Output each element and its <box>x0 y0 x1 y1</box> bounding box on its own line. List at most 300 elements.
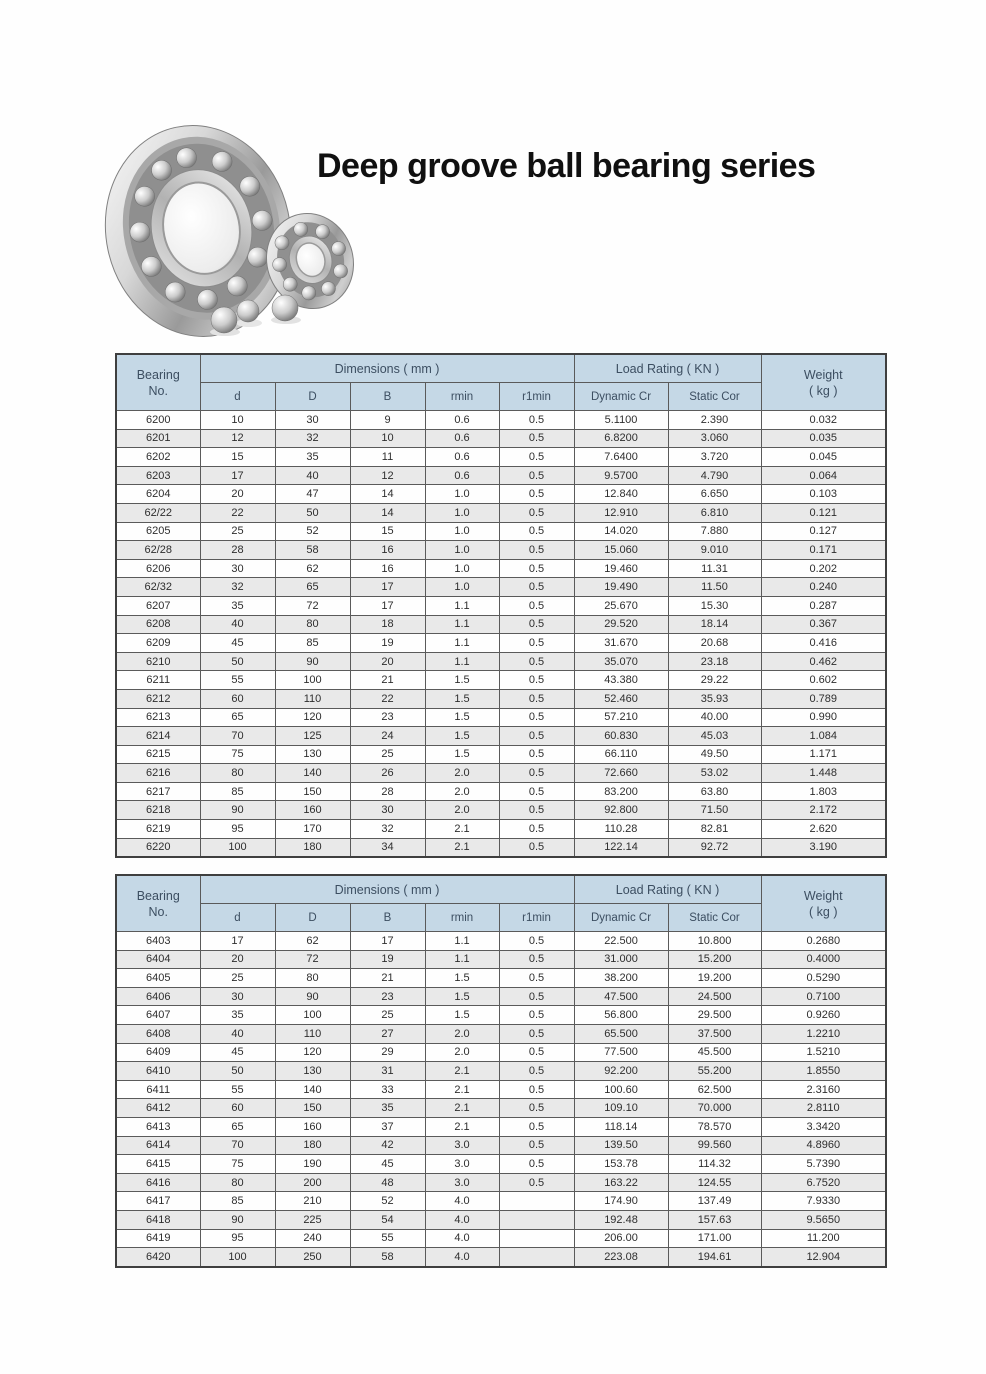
cell: 9.010 <box>668 541 761 560</box>
col-header-bearing-no <box>116 875 200 932</box>
cell: 35 <box>200 596 275 615</box>
table-row <box>116 1043 886 1062</box>
cell: 110.28 <box>574 820 668 839</box>
cell: 190 <box>275 1155 350 1174</box>
cell: 3.0 <box>425 1155 499 1174</box>
cell: 22 <box>350 689 425 708</box>
cell: 0.127 <box>761 522 886 541</box>
cell: 6207 <box>116 596 200 615</box>
table-row <box>116 1099 886 1118</box>
cell: 0.7100 <box>761 987 886 1006</box>
cell: 6217 <box>116 782 200 801</box>
cell: 1.171 <box>761 745 886 764</box>
cell: 82.81 <box>668 820 761 839</box>
cell: 78.570 <box>668 1117 761 1136</box>
cell: 0.5 <box>499 764 574 783</box>
cell: 6.650 <box>668 485 761 504</box>
col-header-weight <box>761 354 886 411</box>
cell: 6409 <box>116 1043 200 1062</box>
cell <box>499 1192 574 1211</box>
cell: 0.5 <box>499 782 574 801</box>
col-header-dynamic-cr: Dynamic Cr <box>574 383 668 411</box>
cell: 2.390 <box>668 411 761 430</box>
cell: 58 <box>350 1248 425 1267</box>
cell: 17 <box>200 466 275 485</box>
cell: 45 <box>200 634 275 653</box>
col-header-D: D <box>275 904 350 932</box>
cell: 29.500 <box>668 1006 761 1025</box>
cell: 48 <box>350 1173 425 1192</box>
cell: 42 <box>350 1136 425 1155</box>
cell: 100 <box>200 1248 275 1267</box>
cell: 6201 <box>116 429 200 448</box>
cell: 1.1 <box>425 615 499 634</box>
table-row <box>116 448 886 467</box>
cell: 0.9260 <box>761 1006 886 1025</box>
cell: 7.9330 <box>761 1192 886 1211</box>
cell: 14 <box>350 503 425 522</box>
cell: 0.045 <box>761 448 886 467</box>
cell: 100 <box>275 1006 350 1025</box>
cell: 52 <box>275 522 350 541</box>
cell: 160 <box>275 1117 350 1136</box>
cell: 52 <box>350 1192 425 1211</box>
cell: 1.1 <box>425 634 499 653</box>
table-row <box>116 782 886 801</box>
cell: 65.500 <box>574 1024 668 1043</box>
cell: 4.0 <box>425 1210 499 1229</box>
table-row <box>116 1080 886 1099</box>
cell: 2.1 <box>425 1117 499 1136</box>
cell: 26 <box>350 764 425 783</box>
cell: 1.0 <box>425 485 499 504</box>
cell: 0.6 <box>425 448 499 467</box>
cell: 70.000 <box>668 1099 761 1118</box>
cell: 0.5 <box>499 932 574 951</box>
cell: 210 <box>275 1192 350 1211</box>
cell: 6419 <box>116 1229 200 1248</box>
cell <box>499 1229 574 1248</box>
cell: 0.5290 <box>761 969 886 988</box>
cell: 80 <box>275 615 350 634</box>
cell: 6208 <box>116 615 200 634</box>
cell: 16 <box>350 541 425 560</box>
cell: 70 <box>200 1136 275 1155</box>
cell: 19.200 <box>668 969 761 988</box>
cell: 0.5 <box>499 1117 574 1136</box>
cell: 12 <box>350 466 425 485</box>
cell: 125 <box>275 727 350 746</box>
cell: 1.1 <box>425 932 499 951</box>
cell: 52.460 <box>574 689 668 708</box>
cell: 75 <box>200 1155 275 1174</box>
cell: 1.0 <box>425 541 499 560</box>
cell: 1.5 <box>425 745 499 764</box>
cell: 72 <box>275 596 350 615</box>
cell: 6.7520 <box>761 1173 886 1192</box>
cell: 14.020 <box>574 522 668 541</box>
cell: 223.08 <box>574 1248 668 1267</box>
cell: 80 <box>200 764 275 783</box>
cell: 130 <box>275 745 350 764</box>
col-group-load-rating: Load Rating ( KN ) <box>574 875 761 904</box>
cell: 65 <box>200 708 275 727</box>
cell: 0.240 <box>761 578 886 597</box>
table-row <box>116 1248 886 1267</box>
table-row <box>116 932 886 951</box>
cell: 1.5 <box>425 708 499 727</box>
cell: 17 <box>200 932 275 951</box>
cell: 6405 <box>116 969 200 988</box>
cell: 2.0 <box>425 801 499 820</box>
cell: 1.5 <box>425 671 499 690</box>
cell: 0.5 <box>499 634 574 653</box>
cell: 90 <box>275 987 350 1006</box>
cell: 6417 <box>116 1192 200 1211</box>
cell: 25 <box>200 522 275 541</box>
table-row <box>116 1192 886 1211</box>
table-row <box>116 987 886 1006</box>
table-row <box>116 727 886 746</box>
cell: 30 <box>350 801 425 820</box>
cell: 35 <box>350 1099 425 1118</box>
cell: 21 <box>350 671 425 690</box>
cell: 0.5 <box>499 745 574 764</box>
cell: 120 <box>275 1043 350 1062</box>
cell: 27 <box>350 1024 425 1043</box>
cell: 240 <box>275 1229 350 1248</box>
cell: 4.8960 <box>761 1136 886 1155</box>
table-row <box>116 671 886 690</box>
cell: 40.00 <box>668 708 761 727</box>
cell: 25 <box>350 745 425 764</box>
cell: 0.5 <box>499 969 574 988</box>
cell: 163.22 <box>574 1173 668 1192</box>
cell: 19 <box>350 634 425 653</box>
table-row <box>116 1210 886 1229</box>
cell: 6214 <box>116 727 200 746</box>
cell: 0.6 <box>425 429 499 448</box>
table-row <box>116 559 886 578</box>
cell: 1.5 <box>425 727 499 746</box>
cell: 90 <box>200 1210 275 1229</box>
cell: 25.670 <box>574 596 668 615</box>
cell: 1.2210 <box>761 1024 886 1043</box>
cell: 62/22 <box>116 503 200 522</box>
cell: 4.0 <box>425 1248 499 1267</box>
cell: 118.14 <box>574 1117 668 1136</box>
cell: 0.5 <box>499 1006 574 1025</box>
cell: 49.50 <box>668 745 761 764</box>
table-row <box>116 969 886 988</box>
table-row <box>116 429 886 448</box>
cell: 31.670 <box>574 634 668 653</box>
cell: 0.6 <box>425 411 499 430</box>
cell: 99.560 <box>668 1136 761 1155</box>
cell: 6219 <box>116 820 200 839</box>
cell: 40 <box>275 466 350 485</box>
table-row <box>116 503 886 522</box>
cell: 80 <box>200 1173 275 1192</box>
cell: 90 <box>200 801 275 820</box>
cell <box>499 1248 574 1267</box>
cell: 0.2680 <box>761 932 886 951</box>
cell: 180 <box>275 1136 350 1155</box>
col-group-dimensions: Dimensions ( mm ) <box>200 875 574 904</box>
col-group-load-rating: Load Rating ( KN ) <box>574 354 761 383</box>
cell: 1.0 <box>425 503 499 522</box>
cell: 30 <box>200 987 275 1006</box>
table-row <box>116 801 886 820</box>
cell: 83.200 <box>574 782 668 801</box>
col-header-d: d <box>200 904 275 932</box>
cell: 80 <box>275 969 350 988</box>
table-row <box>116 522 886 541</box>
cell: 12.910 <box>574 503 668 522</box>
cell: 0.5 <box>499 522 574 541</box>
cell: 6202 <box>116 448 200 467</box>
table-row <box>116 1136 886 1155</box>
cell: 200 <box>275 1173 350 1192</box>
cell: 15.30 <box>668 596 761 615</box>
cell: 28 <box>350 782 425 801</box>
cell: 34 <box>350 838 425 857</box>
bearing-spec-table-6200-series <box>115 353 887 858</box>
cell: 6218 <box>116 801 200 820</box>
table-row <box>116 1062 886 1081</box>
table-body <box>116 411 886 858</box>
cell: 1.5 <box>425 987 499 1006</box>
col-header-rmin: rmin <box>425 904 499 932</box>
cell: 0.5 <box>499 1043 574 1062</box>
col-header-d: d <box>200 383 275 411</box>
cell: 92.72 <box>668 838 761 857</box>
cell: 157.63 <box>668 1210 761 1229</box>
table-row <box>116 838 886 857</box>
cell: 85 <box>200 1192 275 1211</box>
cell: 45 <box>350 1155 425 1174</box>
cell: 72 <box>275 950 350 969</box>
cell: 6412 <box>116 1099 200 1118</box>
weight-label-line1: Weight <box>803 367 843 382</box>
cell: 6204 <box>116 485 200 504</box>
cell: 1.1 <box>425 652 499 671</box>
cell: 1.084 <box>761 727 886 746</box>
cell: 33 <box>350 1080 425 1099</box>
cell: 1.5 <box>425 689 499 708</box>
cell: 30 <box>275 411 350 430</box>
cell: 85 <box>200 782 275 801</box>
cell: 2.0 <box>425 782 499 801</box>
cell: 37 <box>350 1117 425 1136</box>
cell: 85 <box>275 634 350 653</box>
cell: 35 <box>200 1006 275 1025</box>
cell: 17 <box>350 578 425 597</box>
table-row <box>116 411 886 430</box>
weight-label-line1: Weight <box>803 888 843 903</box>
cell: 20 <box>350 652 425 671</box>
cell: 171.00 <box>668 1229 761 1248</box>
cell: 0.5 <box>499 671 574 690</box>
cell: 56.800 <box>574 1006 668 1025</box>
cell: 11 <box>350 448 425 467</box>
cell: 0.5 <box>499 1062 574 1081</box>
cell: 9 <box>350 411 425 430</box>
cell: 95 <box>200 1229 275 1248</box>
cell: 19 <box>350 950 425 969</box>
table-row <box>116 541 886 560</box>
cell: 0.202 <box>761 559 886 578</box>
cell: 1.0 <box>425 578 499 597</box>
cell: 45.500 <box>668 1043 761 1062</box>
cell: 0.462 <box>761 652 886 671</box>
cell: 3.720 <box>668 448 761 467</box>
cell: 47 <box>275 485 350 504</box>
col-header-B: B <box>350 383 425 411</box>
cell: 6416 <box>116 1173 200 1192</box>
cell: 0.171 <box>761 541 886 560</box>
cell: 2.0 <box>425 764 499 783</box>
cell: 30 <box>200 559 275 578</box>
cell: 19.460 <box>574 559 668 578</box>
cell: 2.0 <box>425 1043 499 1062</box>
cell: 0.5 <box>499 1173 574 1192</box>
table-row <box>116 615 886 634</box>
cell: 21 <box>350 969 425 988</box>
cell: 60.830 <box>574 727 668 746</box>
cell: 1.1 <box>425 596 499 615</box>
cell: 6211 <box>116 671 200 690</box>
cell: 24.500 <box>668 987 761 1006</box>
cell: 23.18 <box>668 652 761 671</box>
cell: 3.3420 <box>761 1117 886 1136</box>
cell: 0.5 <box>499 466 574 485</box>
cell: 0.5 <box>499 838 574 857</box>
cell: 6220 <box>116 838 200 857</box>
cell: 4.790 <box>668 466 761 485</box>
cell: 130 <box>275 1062 350 1081</box>
cell: 6418 <box>116 1210 200 1229</box>
cell <box>499 1210 574 1229</box>
cell: 16 <box>350 559 425 578</box>
table-row <box>116 820 886 839</box>
cell: 0.287 <box>761 596 886 615</box>
table-row <box>116 652 886 671</box>
cell: 2.1 <box>425 820 499 839</box>
cell: 0.789 <box>761 689 886 708</box>
cell: 55 <box>200 1080 275 1099</box>
cell: 114.32 <box>668 1155 761 1174</box>
table-row <box>116 1117 886 1136</box>
bearing-label-line1: Bearing <box>136 888 180 903</box>
col-header-B: B <box>350 904 425 932</box>
bearing-spec-table-6400-series <box>115 874 887 1268</box>
cell: 2.172 <box>761 801 886 820</box>
table-row <box>116 1173 886 1192</box>
cell: 15.200 <box>668 950 761 969</box>
cell: 58 <box>275 541 350 560</box>
cell: 0.5 <box>499 950 574 969</box>
cell: 0.416 <box>761 634 886 653</box>
cell: 0.5 <box>499 727 574 746</box>
cell: 55 <box>200 671 275 690</box>
table-row <box>116 950 886 969</box>
cell: 0.5 <box>499 615 574 634</box>
cell: 6415 <box>116 1155 200 1174</box>
cell: 18.14 <box>668 615 761 634</box>
weight-label-line2: ( kg ) <box>809 383 838 398</box>
cell: 65 <box>200 1117 275 1136</box>
table-row <box>116 578 886 597</box>
cell: 10 <box>200 411 275 430</box>
cell: 60 <box>200 689 275 708</box>
cell: 2.1 <box>425 1062 499 1081</box>
cell: 110 <box>275 1024 350 1043</box>
cell: 110 <box>275 689 350 708</box>
col-header-weight <box>761 875 886 932</box>
table-row <box>116 596 886 615</box>
cell: 1.0 <box>425 559 499 578</box>
cell: 18 <box>350 615 425 634</box>
col-header-r1min: r1min <box>499 383 574 411</box>
bearing-label-line1: Bearing <box>136 367 180 382</box>
cell: 0.5 <box>499 987 574 1006</box>
cell: 1.0 <box>425 522 499 541</box>
table-row <box>116 1155 886 1174</box>
cell: 32 <box>200 578 275 597</box>
cell: 6403 <box>116 932 200 951</box>
cell: 3.060 <box>668 429 761 448</box>
cell: 72.660 <box>574 764 668 783</box>
cell: 25 <box>200 969 275 988</box>
cell: 75 <box>200 745 275 764</box>
table-row <box>116 1006 886 1025</box>
cell: 6205 <box>116 522 200 541</box>
cell: 6411 <box>116 1080 200 1099</box>
table-row <box>116 1024 886 1043</box>
cell: 40 <box>200 1024 275 1043</box>
cell: 139.50 <box>574 1136 668 1155</box>
cell: 0.5 <box>499 1136 574 1155</box>
cell: 0.5 <box>499 541 574 560</box>
cell: 12 <box>200 429 275 448</box>
cell: 29 <box>350 1043 425 1062</box>
cell: 63.80 <box>668 782 761 801</box>
cell: 11.50 <box>668 578 761 597</box>
cell: 0.032 <box>761 411 886 430</box>
table-row <box>116 1229 886 1248</box>
cell: 124.55 <box>668 1173 761 1192</box>
cell: 4.0 <box>425 1229 499 1248</box>
cell: 0.5 <box>499 689 574 708</box>
cell: 0.5 <box>499 596 574 615</box>
cell: 1.5210 <box>761 1043 886 1062</box>
cell: 20 <box>200 950 275 969</box>
cell: 120 <box>275 708 350 727</box>
cell: 6407 <box>116 1006 200 1025</box>
col-header-static-cor: Static Cor <box>668 904 761 932</box>
cell: 150 <box>275 782 350 801</box>
cell: 160 <box>275 801 350 820</box>
cell: 0.5 <box>499 1024 574 1043</box>
cell: 92.800 <box>574 801 668 820</box>
cell: 6406 <box>116 987 200 1006</box>
table-row <box>116 689 886 708</box>
col-header-static-cor: Static Cor <box>668 383 761 411</box>
cell: 2.1 <box>425 1099 499 1118</box>
cell: 0.5 <box>499 559 574 578</box>
table-row <box>116 708 886 727</box>
